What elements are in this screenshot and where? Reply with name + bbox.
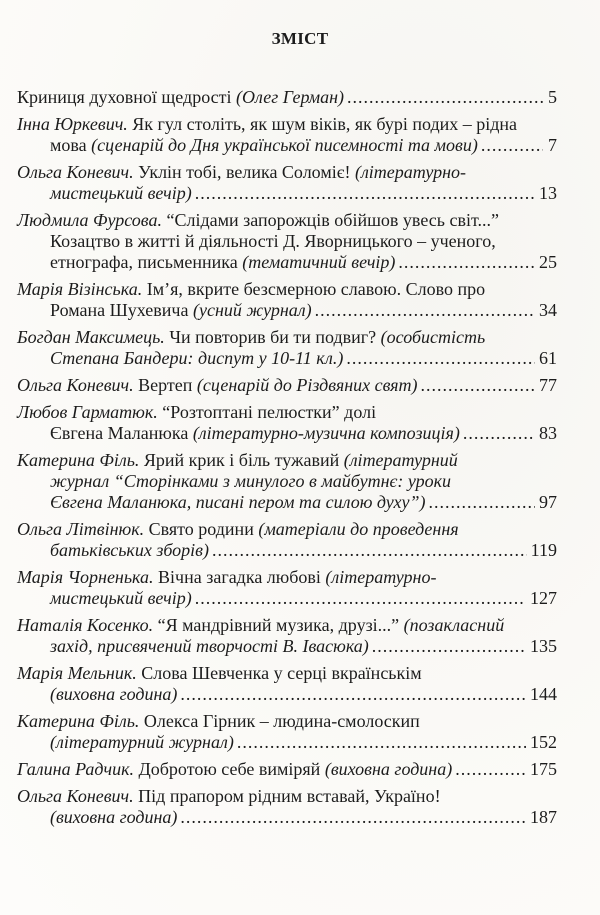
toc-entry[interactable] [17,567,557,609]
toc-genre-note: мистецький вечір) [50,588,192,608]
toc-genre-note: (особистість [380,327,486,347]
dot-leader [455,759,526,780]
toc-title-text: Ярий крик і біль тужавий [139,450,344,470]
toc-author: Людмила Фурсова. [17,210,163,230]
toc-author: Катерина Філь. [17,450,140,470]
toc-genre-note: (літературно- [354,162,467,182]
toc-title-text: “Слідами запорожців обійшов увесь світ...” [162,210,499,230]
toc-entry-line [17,135,557,156]
toc-title-text: Козацтво в житті й діяльності Д. Яворницького – ученого, [50,231,496,251]
toc-entry-text [50,588,192,609]
toc-entry[interactable] [17,114,557,156]
toc-author: Ольга Коневич. [17,786,134,806]
toc-genre-note: (виховна година) [324,759,453,779]
page-number[interactable]: 144 [530,684,557,704]
dot-leader [346,348,535,369]
toc-entry-line [17,471,557,492]
toc-entry[interactable] [17,519,557,561]
toc-genre-note: (виховна година) [50,807,178,827]
dot-leader [372,636,526,657]
toc-genre-note: Євгена Маланюка, писані пером та силою духу”) [50,492,426,512]
toc-entry-line [17,162,557,183]
toc-author: Наталія Косенко. [17,615,154,635]
toc-title-text: Криниця духовної щедрості [17,87,236,107]
toc-title-text: Слова Шевченка у серці вкраїнськім [136,663,422,683]
dot-leader [180,684,526,705]
toc-entry[interactable] [17,711,557,753]
page-number[interactable]: 97 [539,492,557,512]
toc-genre-note: журнал “Сторінками з минулого в майбутнє: уроки [50,471,452,491]
dot-leader [481,135,543,156]
toc-title-text: Вічна загадка любові [153,567,326,587]
toc-entry-line [17,492,557,513]
toc-entry-text [50,423,460,444]
page-title: ЗМІСТ [271,29,329,48]
toc-entry-line [17,540,557,561]
toc-entry-text [50,684,177,705]
toc-entry-text [50,300,312,321]
dot-leader [180,807,526,828]
toc-author: Богдан Максимець. [17,327,165,347]
dot-leader [195,183,535,204]
toc-entry-text [50,540,209,561]
toc-title-text: Ім’я, вкрите безсмерною славою. Слово про [142,279,486,299]
toc-entry-line [17,279,557,300]
toc-entry-line [17,684,557,705]
toc-entry-line [17,711,557,732]
toc-entry[interactable] [17,450,557,513]
toc-entry[interactable] [17,786,557,828]
toc-author: Марія Мельник. [17,663,137,683]
toc-genre-note: мистецький вечір) [50,183,192,203]
toc-entry-text [50,348,343,369]
toc-entry-line [17,567,557,588]
toc-entry-text [50,732,234,753]
toc-entry-line [17,807,557,828]
dot-leader [347,87,543,108]
toc-entry[interactable] [17,162,557,204]
toc-entry-text [50,183,192,204]
dot-leader [398,252,535,273]
toc-entry-line [17,402,557,423]
page-number[interactable]: 13 [539,183,557,203]
page-number[interactable]: 187 [530,807,557,827]
toc-entry-text [50,492,426,513]
toc-entry-line [17,300,557,321]
toc-entry[interactable] [17,402,557,444]
toc-entry-line [17,375,557,396]
page-number[interactable]: 152 [530,732,557,752]
dot-leader [237,732,526,753]
toc-author: Інна Юркевич. [17,114,128,134]
toc-genre-note: (виховна година) [50,684,178,704]
toc-title-text: Під прапором рідним вставай, Україно! [133,786,441,806]
toc-author: Ольга Коневич. [17,375,134,395]
toc-entry-line [17,252,557,273]
toc-entry-line [17,183,557,204]
toc-entry[interactable] [17,210,557,273]
toc-title-text: Вертеп [133,375,197,395]
toc-author: Галина Радчик. [17,759,134,779]
toc-entry-line [17,327,557,348]
toc-genre-note: захід, присвячений творчості В. Івасюка) [50,636,369,656]
dot-leader [212,540,527,561]
page-number[interactable]: 135 [530,636,557,656]
toc-entry-line [17,732,557,753]
page-number[interactable]: 7 [548,135,557,155]
toc-genre-note: (матеріали до проведення [258,519,459,539]
toc-entry[interactable] [17,759,557,780]
toc-author: Ольга Літвінюк. [17,519,145,539]
toc-author: Ольга Коневич. [17,162,134,182]
toc-entry-line [17,348,557,369]
toc-genre-note: (тематичний вечір) [242,252,396,272]
dot-leader [421,375,535,396]
toc-genre-note: Степана Бандери: диспут у 10-11 кл.) [50,348,344,368]
page-number[interactable]: 77 [539,375,557,395]
toc-entry[interactable] [17,327,557,369]
toc-entry-text [50,807,177,828]
toc-entry-line [17,636,557,657]
toc-genre-note: (літературний журнал) [50,732,234,752]
toc-entry-line [17,450,557,471]
toc-genre-note: (Олег Герман) [236,87,345,107]
dot-leader [463,423,535,444]
page-number[interactable]: 25 [539,252,557,272]
toc-entry[interactable] [17,375,557,396]
toc-entry-line [17,588,557,609]
page-number[interactable]: 61 [539,348,557,368]
toc-title-text: Як гул століть, як шум віків, як бурі подих – рідна [127,114,518,134]
toc-entry-line [17,423,557,444]
toc-title-text: Євгена Маланюка [50,423,193,443]
page-number[interactable]: 127 [530,588,557,608]
toc-genre-note: (усний журнал) [192,300,312,320]
toc-title-text: Чи повторив би ти подвиг? [164,327,381,347]
toc-title-text: етнографа, письменника [50,252,243,272]
toc-genre-note: (позакласний [403,615,505,635]
toc-entry[interactable] [17,663,557,705]
toc-entry-line [17,114,557,135]
toc-author: Катерина Філь. [17,711,140,731]
toc-author: Марія Чорненька. [17,567,154,587]
toc-genre-note: (літературно- [325,567,437,587]
toc-title-text: Добротою себе виміряй [134,759,325,779]
page-number[interactable]: 34 [539,300,557,320]
toc-genre-note: (сценарій до Дня української писемності та мови) [91,135,478,155]
toc-title-text: “Розтоптані пелюстки” долі [157,402,377,422]
toc-entry-line [17,519,557,540]
toc-entry-text [17,375,418,396]
toc-title-text: мова [50,135,92,155]
toc-entry-line [17,786,557,807]
toc-entry-text [50,252,395,273]
toc-genre-note: (літературно-музична композиція) [192,423,460,443]
toc-entry[interactable] [17,87,557,108]
toc-genre-note: (сценарій до Різдвяних свят) [196,375,418,395]
dot-leader [315,300,535,321]
toc-entry-text [50,636,369,657]
toc-title-text: Свято родини [144,519,259,539]
table-of-contents [17,87,557,834]
toc-entry-text [50,135,478,156]
page-number[interactable]: 119 [530,540,557,560]
page-number[interactable]: 5 [548,87,557,107]
toc-entry-text [17,87,344,108]
toc-title-text: Романа Шухевича [50,300,193,320]
toc-title-text: “Я мандрівний музика, друзі...” [153,615,404,635]
toc-entry-line [17,210,557,231]
page-number[interactable]: 83 [539,423,557,443]
toc-entry-line [17,615,557,636]
toc-entry-text [17,759,452,780]
toc-entry-line [17,87,557,108]
toc-entry[interactable] [17,615,557,657]
toc-entry-line [17,663,557,684]
toc-title-text: Уклін тобі, велика Соломіє! [133,162,355,182]
toc-genre-note: (літературний [343,450,458,470]
toc-title-text: Олекса Гірник – людина-смолоскип [139,711,420,731]
toc-entry-line [17,231,557,252]
toc-entry[interactable] [17,279,557,321]
toc-author: Любов Гарматюк. [17,402,158,422]
toc-author: Марія Візінська. [17,279,143,299]
dot-leader [195,588,526,609]
page-number[interactable]: 175 [530,759,557,779]
toc-entry-line [17,759,557,780]
dot-leader [429,492,535,513]
toc-genre-note: батьківських зборів) [50,540,209,560]
